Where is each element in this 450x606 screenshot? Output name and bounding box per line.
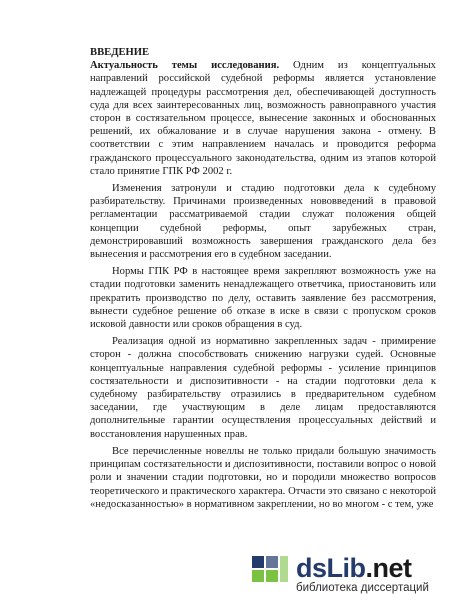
document-page	[90, 46, 436, 515]
paragraph-norms: Нормы ГПК РФ в настоящее время закрепляют возможность уже на стадии подготовки заменить ненадлежащего ответчика, приостановить или прекратить производство по делу, оставить заявление без рассмотрения, вынести судебное решение об отказе в иске в связи с пропуском сроков исковой давности или сроков обращения в суд.	[90, 266, 436, 331]
watermark-site-tld: .net	[365, 553, 412, 583]
relevance-text: Одним из концептуальных направлений российской судебной реформы является установление надлежащей процедуры рассмотрения дел, обеспечивающей доступность суда для всех заинтересованных лиц, возможность равноправного участия сторон в состязательном процессе, вынесение законных и обоснованных решений, их обжалование и в случае нарушения закона - отмену. В соответствии с этим направлением началась и проводится реформа гражданского процессуального законодательства, одним из этапов которой стало принятие ГПК РФ 2002 г.	[90, 60, 436, 177]
relevance-lead: Актуальность темы исследования.	[90, 60, 280, 72]
watermark-site	[296, 553, 412, 584]
dslib-logo-icon	[250, 554, 290, 592]
section-heading: ВВЕДЕНИЕ	[90, 47, 150, 58]
dslib-watermark	[250, 552, 440, 596]
paragraph-novels: Все перечисленные новеллы не только придали большую значимость принципам состязательности и диспозитивности, поставили вопрос о новой роли и значении стадии подготовки, но и породили множество вопросов теоретического и практического характера. Отчасти это связано с некоторой «недосказанностью» в нормативном закреплении, но во многом - с тем, уже	[90, 445, 436, 510]
watermark-site-name: dsLib	[296, 553, 366, 583]
paragraph-relevance	[90, 59, 436, 178]
paragraph-implementation: Реализация одной из нормативно закрепленных задач - примирение сторон - должна способствовать снижению нагрузки судей. Основные концептуальные направления судебной реформы - усиление принципов состязательности и диспозитивности - на стадии подготовки дела к судебному разбирательству отразились в предварительном судебном заседании, где участвующим в деле лицам предоставляются дополнительные гарантии осуществления процессуальных действий и восстановления нарушенных прав.	[90, 336, 436, 440]
watermark-tagline: библиотека диссертаций	[296, 582, 429, 594]
paragraph-changes: Изменения затронули и стадию подготовки дела к судебному разбирательству. Причинами произведенных нововведений в правовой регламентации рассматриваемой стадии служат положения общей концепции судебной реформы, опыт зарубежных стран, демонстрировавший возможность завершения гражданского дела без вынесения и рассмотрения его в судебном заседании.	[90, 183, 436, 261]
